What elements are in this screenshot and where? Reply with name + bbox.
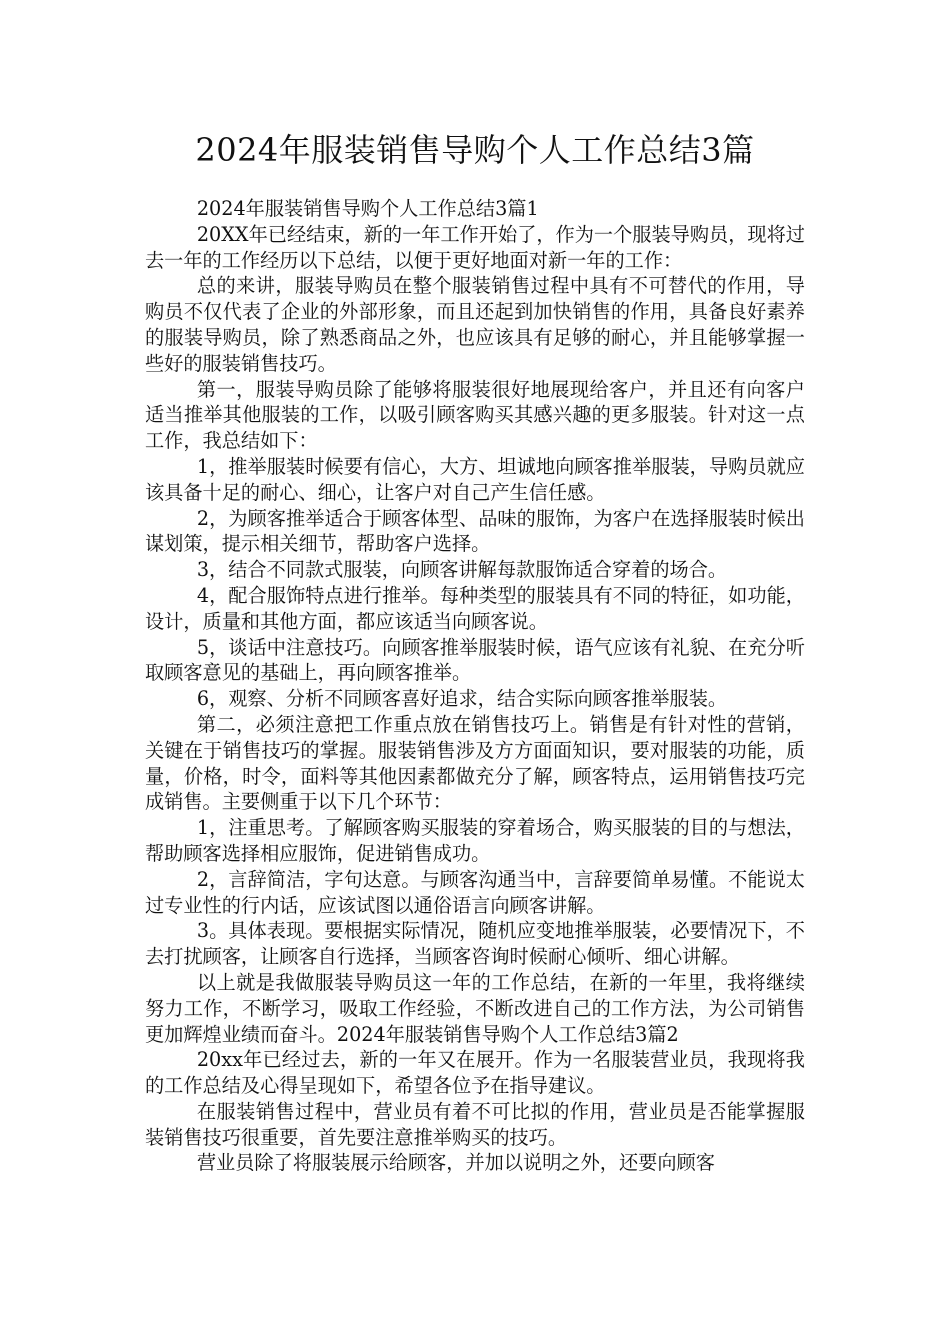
list-item: 3。具体表现。要根据实际情况，随机应变地推举服装，必要情况下，不去打扰顾客，让顾客自行选择，当顾客咨询时候耐心倾听、细心讲解。 (145, 919, 805, 969)
paragraph: 第二，必须注意把工作重点放在销售技巧上。销售是有针对性的营销，关键在于销售技巧的掌握。服装销售涉及方方面面知识，要对服装的功能，质量，价格，时令，面料等其他因素都做充分了解，顾客特点，运用销售技巧完成销售。主要侧重于以下几个环节： (145, 712, 805, 814)
document-body (145, 196, 805, 1176)
list-item: 3，结合不同款式服装，向顾客讲解每款服饰适合穿着的场合。 (196, 558, 728, 582)
list-item: 1，推举服装时候要有信心，大方、坦诚地向顾客推举服装，导购员就应该具备十足的耐心、细心，让客户对自己产生信任感。 (145, 454, 805, 504)
list-item: 2，言辞简洁，字句达意。与顾客沟通当中，言辞要简单易懂。不能说太过专业性的行内话，应该试图以通俗语言向顾客讲解。 (145, 867, 805, 917)
paragraph: 营业员除了将服装展示给顾客，并加以说明之外，还要向顾客 (196, 1151, 715, 1175)
paragraph: 总的来讲，服装导购员在整个服装销售过程中具有不可替代的作用，导购员不仅代表了企业的外部形象，而且还起到加快销售的作用，具备良好素养的服装导购员，除了熟悉商品之外，也应该具有足够的耐心，并且能够掌握一些好的服装销售技巧。 (145, 274, 805, 375)
paragraph: 以上就是我做服装导购员这一年的工作总结，在新的一年里，我将继续努力工作，不断学习，吸取工作经验，不断改进自己的工作方法，为公司销售更加辉煌业绩而奋斗。2024年服装销售导购个人工作总结3篇2 (145, 970, 805, 1046)
list-item: 5，谈话中注意技巧。向顾客推举服装时候，语气应该有礼貌、在充分听取顾客意见的基础上，再向顾客推举。 (145, 635, 805, 685)
paragraph: 20xx年已经过去，新的一年又在展开。作为一名服装营业员，我现将我的工作总结及心得呈现如下，希望各位予在指导建议。 (145, 1048, 805, 1098)
list-item: 1，注重思考。了解顾客购买服装的穿着场合，购买服装的目的与想法，帮助顾客选择相应服饰，促进销售成功。 (145, 816, 805, 865)
section-heading-1: 2024年服装销售导购个人工作总结3篇1 (196, 197, 539, 220)
paragraph: 第一，服装导购员除了能够将服装很好地展现给客户，并且还有向客户适当推举其他服装的工作，以吸引顾客购买其感兴趣的更多服装。针对这一点工作，我总结如下： (145, 377, 805, 453)
list-item: 6，观察、分析不同顾客喜好追求，结合实际向顾客推举服装。 (196, 687, 728, 711)
paragraph: 在服装销售过程中，营业员有着不可比拟的作用，营业员是否能掌握服装销售技巧很重要，首先要注意推举购买的技巧。 (145, 1099, 805, 1149)
paragraph: 20XX年已经结束，新的一年工作开始了，作为一个服装导购员，现将过去一年的工作经历以下总结，以便于更好地面对新一年的工作： (145, 222, 805, 272)
list-item: 2，为顾客推举适合于顾客体型、品味的服饰，为客户在选择服装时候出谋划策，提示相关细节，帮助客户选择。 (145, 506, 805, 556)
list-item: 4，配合服饰特点进行推举。每种类型的服装具有不同的特征，如功能，设计，质量和其他方面，都应该适当向顾客说。 (145, 583, 805, 633)
document-title: 2024年服装销售导购个人工作总结3篇 (195, 131, 755, 169)
